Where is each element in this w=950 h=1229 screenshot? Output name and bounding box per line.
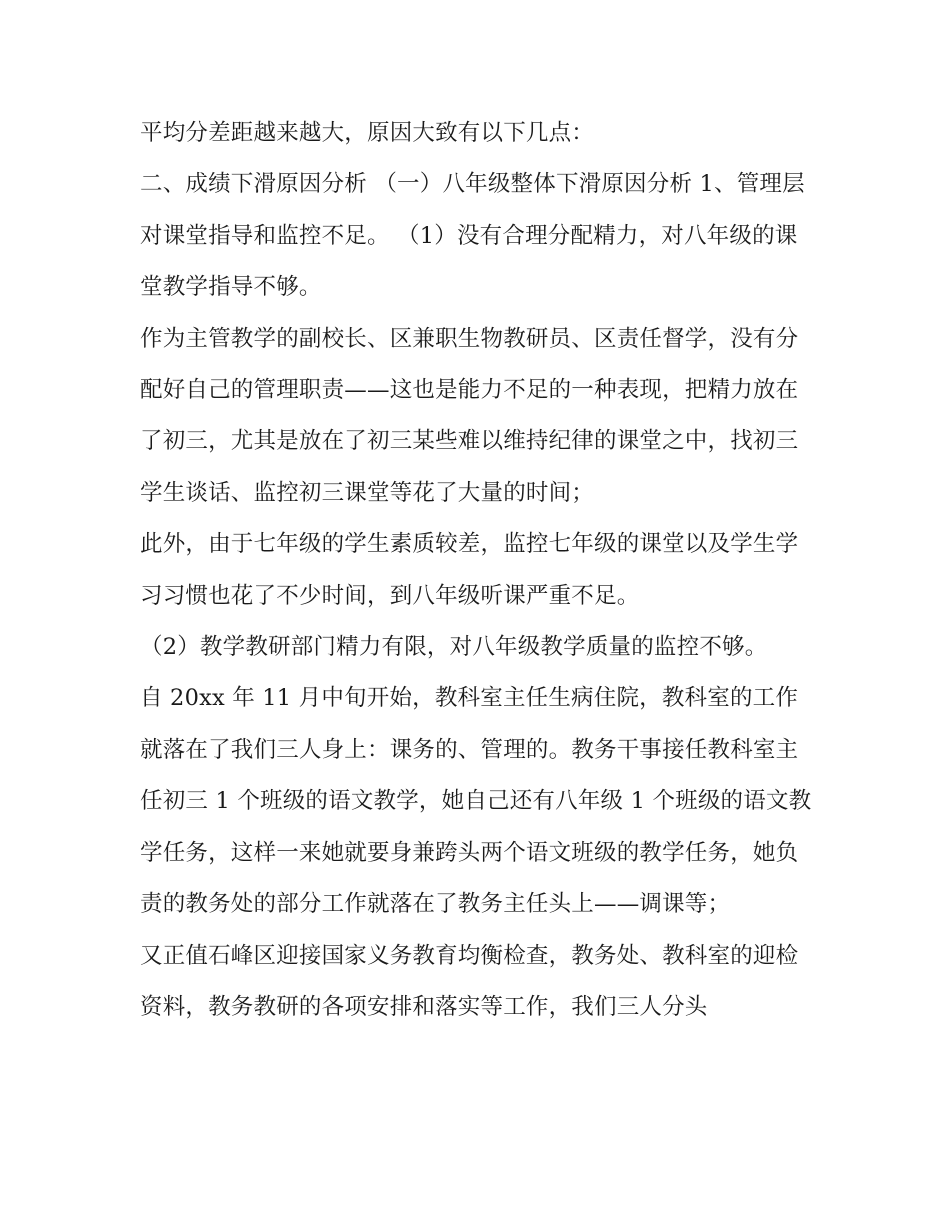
paragraph-intro: 平均分差距越来越大，原因大致有以下几点： [140,120,595,146]
paragraph-point-two: （2）教学教研部门精力有限，对八年级教学质量的监控不够。 [140,634,768,661]
document-body [140,108,812,1033]
paragraph-inspection: 又正值石峰区迎接国家义务教育均衡检查，教务处、教科室的迎检资料，教务教研的各项安排和落实等工作，我们三人分头 [140,942,799,1020]
paragraph-staff-changes: 自 20xx 年 11 月中旬开始，教科室主任生病住院，教科室的工作就落在了我们三人身上：课务的、管理的。教务干事接任教科室主任初三 1 个班级的语文教学，她自己还有八年级 1 个班级的语文教学任务，这样一来她就要身兼跨头两个语文班级的教学任务，她负责的教务处的部分工作就落在了教务主任头上——调课等； [140,685,812,918]
paragraph-vice-principal: 作为主管教学的副校长、区兼职生物教研员、区责任督学，没有分配好自己的管理职责——这也是能力不足的一种表现，把精力放在了初三，尤其是放在了初三某些难以维持纪律的课堂之中，找初三学生谈话、监控初三课堂等花了大量的时间； [140,325,799,506]
paragraph-grade-seven: 此外，由于七年级的学生素质较差，监控七年级的课堂以及学生学习习惯也花了不少时间，到八年级听课严重不足。 [140,531,799,609]
paragraph-section-two: 二、成绩下滑原因分析 （一）八年级整体下滑原因分析 1、管理层对课堂指导和监控不足。 （1）没有合理分配精力，对八年级的课堂教学指导不够。 [140,171,805,301]
